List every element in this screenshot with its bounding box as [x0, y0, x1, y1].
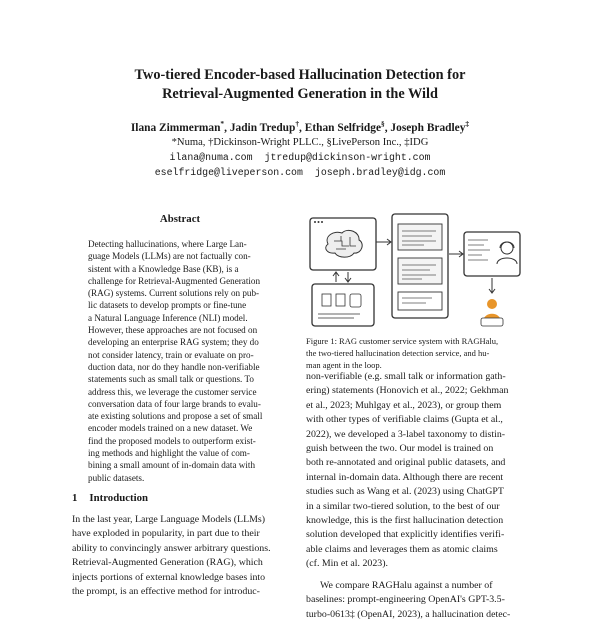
email: ilana@numa.com: [169, 152, 253, 163]
tier-one-box: [398, 224, 442, 250]
author-list: Ilana Zimmerman*, Jadin Tredup†, Ethan Selfridge§, Joseph Bradley‡: [130, 119, 470, 134]
abstract-line: encoder models trained on a new dataset. We: [88, 423, 253, 434]
body-line: 2022), we developed a 3-label taxonomy to distin-: [306, 428, 506, 440]
abstract-line: address this, we leverage the customer service: [88, 386, 257, 397]
author-mark: †: [295, 119, 300, 129]
author-name: Ethan Selfridge: [304, 122, 382, 134]
body-line: both re-annotated and original public datasets, and: [306, 457, 506, 469]
abstract-line: statements such as small talk or questions. To: [88, 374, 254, 385]
section-number: 1: [72, 492, 78, 504]
intro-line: injects portions of external knowledge bases into: [72, 571, 266, 583]
abstract-line: guage Models (LLMs) are not factually con-: [88, 251, 251, 262]
body-line: baselines: prompt-engineering OpenAI's GPT-3.5-: [306, 594, 505, 606]
body-line: guish between the two. Our model is trained on: [306, 443, 494, 455]
abstract-line: Detecting hallucinations, where Large Lan-: [88, 239, 247, 249]
intro-line: the prompt, is an effective method for introduc-: [72, 586, 260, 598]
email: joseph.bradley@idg.com: [314, 167, 446, 178]
section-heading: [72, 492, 148, 504]
title-line-2: Retrieval-Augmented Generation in the Wild: [162, 86, 438, 102]
intro-line: Retrieval-Augmented Generation (RAG), which: [72, 557, 263, 569]
arrow-up-icon: [333, 272, 339, 282]
author-mark: *: [220, 119, 225, 129]
email: jtredup@dickinson-wright.com: [264, 152, 431, 163]
author-name: Jadin Tredup: [229, 122, 296, 134]
author-mark: §: [381, 119, 385, 129]
result-box: [398, 292, 442, 310]
title-line-1: Two-tiered Encoder-based Hallucination Detection for: [134, 67, 466, 83]
body-line: internal in-domain data. Although there are recent: [306, 471, 504, 483]
arrow-down-icon: [489, 278, 495, 293]
abstract-line: not consider latency, train or evaluate on pro-: [88, 349, 254, 360]
affiliations: *Numa, †Dickinson-Wright PLLC., §LivePerson Inc., ‡IDG: [171, 137, 429, 148]
intro-line: have exploded in popularity, in part due to their: [72, 528, 260, 540]
abstract-line: find the proposed models to outperform exist-: [88, 435, 256, 446]
abstract-line: developing an enterprise RAG system; they do: [88, 337, 259, 348]
body-line: et al., 2023; Muhlgay et al., 2023), or group them: [306, 399, 502, 411]
kb-doc-icon: [336, 294, 345, 306]
human-agent-head-icon: [487, 299, 497, 309]
arrow-right-icon: [449, 251, 463, 257]
body-line: in a similar two-tiered solution, to the best of our: [306, 500, 500, 512]
arrow-down-icon: [345, 272, 351, 282]
body-line: studies such as Wang et al. (2023) using ChatGPT: [306, 486, 504, 498]
email: eselfridge@liveperson.com: [154, 167, 303, 178]
abstract-heading: Abstract: [159, 213, 201, 225]
window-dot-icon: [321, 221, 323, 223]
figure-caption: [306, 336, 528, 371]
kb-doc-icon: [322, 294, 331, 306]
abstract-line: duction data, nor do they handle non-verifiable: [88, 361, 260, 372]
abstract-line: However, these approaches are not focused on: [88, 325, 258, 336]
abstract-line: bining a small amount of in-domain data with: [88, 460, 256, 471]
body-line: with other types of verifiable claims (Gupta et al.,: [306, 414, 503, 426]
agent-dashboard: [464, 232, 520, 276]
author-name: Joseph Bradley: [390, 122, 466, 134]
abstract-body: [88, 238, 274, 484]
brain-icon: [326, 230, 362, 257]
abstract-line: lic datasets to develop prompts or fine-tune: [88, 300, 247, 311]
chat-bubble-icon: [481, 318, 503, 326]
system-diagram-figure: [306, 210, 526, 330]
intro-line: In the last year, Large Language Models (LLMs): [72, 514, 266, 525]
paragraph-gap: [306, 572, 528, 579]
body-line: able claims and leverages them as atomic claims: [306, 543, 498, 555]
abstract-line: ing methods and highlight the value of com-: [88, 448, 250, 459]
caption-line: the two-tiered hallucination detection service, and hu-: [306, 347, 490, 358]
tier-two-box: [398, 258, 442, 284]
body-line: knowledge, this is the first hallucination detection: [306, 515, 504, 527]
body-line: (cf. Min et al. 2023).: [306, 558, 388, 570]
section-title-text: Introduction: [89, 492, 149, 504]
abstract-line: a Natural Language Inference (NLI) model.: [88, 312, 248, 323]
kb-db-icon: [350, 294, 361, 307]
intro-line: ability to convincingly answer arbitrary questions.: [72, 542, 271, 554]
abstract-line: conversation data of four large brands to evalu-: [88, 398, 261, 409]
caption-line: man agent in the loop.: [306, 359, 382, 370]
window-dot-icon: [318, 221, 320, 223]
agent-avatar-icon: [501, 242, 513, 254]
body-line: turbo-0613‡ (OpenAI, 2023), a hallucination detec-: [306, 608, 511, 620]
author-mark: ‡: [465, 119, 470, 129]
abstract-line: public datasets.: [88, 472, 145, 483]
email-list: [60, 150, 540, 180]
author-name: Ilana Zimmerman: [130, 122, 221, 134]
paper-title: [60, 66, 540, 104]
abstract-line: ate existing solutions and propose a set of small: [88, 411, 263, 422]
abstract-line: challenge for Retrieval-Augmented Generation: [88, 275, 261, 286]
body-line: ering) statements (Honovich et al., 2022; Gekhman: [306, 385, 509, 397]
body-line: non-verifiable (e.g. small talk or information gath-: [306, 371, 506, 382]
window-dot-icon: [314, 221, 316, 223]
abstract-line: sistent with a Knowledge Base (KB), is a: [88, 263, 239, 274]
intro-body: [72, 513, 288, 599]
abstract-line: (RAG) systems. Current solutions rely on pub-: [88, 288, 260, 299]
arrow-right-icon: [376, 239, 391, 245]
body-line: solution developed that explicitly identifies verifi-: [306, 529, 505, 541]
body-line: We compare RAGHalu against a number of: [320, 579, 493, 591]
right-column-body: [306, 370, 528, 622]
caption-line: Figure 1: RAG customer service system with RAGHalu,: [306, 336, 499, 346]
